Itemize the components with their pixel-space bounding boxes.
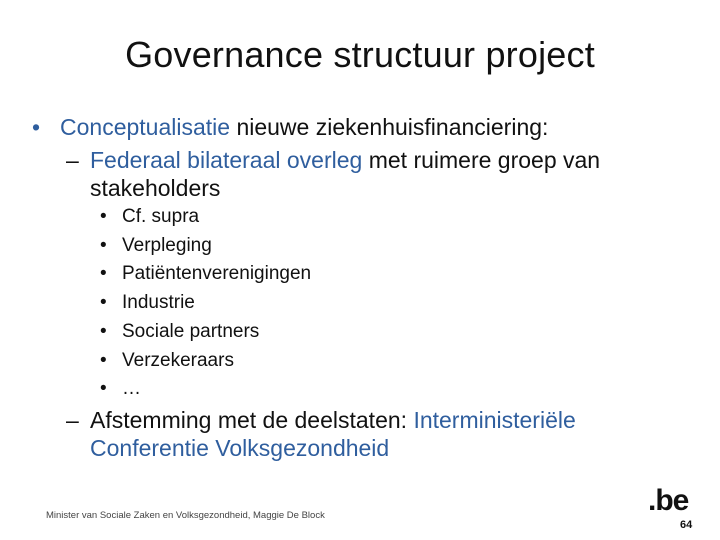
- bullet-conceptualisatie: [32, 114, 548, 141]
- sub-bullet-highlight: Federaal bilateraal overleg: [90, 147, 363, 173]
- list-bullet: •: [100, 234, 107, 256]
- dash-marker: –: [66, 407, 79, 433]
- list-item-text: Patiëntenverenigingen: [122, 263, 312, 285]
- dash-marker: –: [66, 147, 79, 173]
- list-bullet: •: [100, 263, 107, 285]
- bullet-highlight: Conceptualisatie: [60, 114, 231, 140]
- sub-bullet-text: met ruimere groep van: [362, 147, 601, 173]
- bullet-marker: •: [32, 114, 41, 140]
- page-number: 64: [680, 519, 693, 531]
- sub-bullet-text-line2: stakeholders: [90, 175, 221, 201]
- list-item: [100, 347, 311, 376]
- sub-bullet-federaal: [66, 146, 686, 202]
- list-item-text: Sociale partners: [122, 320, 260, 342]
- sub-bullet-text: Afstemming met de deelstaten:: [90, 407, 414, 433]
- list-item: [100, 318, 311, 347]
- sub-bullet-highlight: Interministeriële: [413, 407, 576, 433]
- list-item: [100, 289, 311, 318]
- list-item-text: …: [122, 378, 141, 400]
- list-bullet: •: [100, 292, 107, 314]
- list-bullet: •: [100, 378, 107, 400]
- list-item-text: Verzekeraars: [122, 349, 234, 371]
- list-item-text: Verpleging: [122, 234, 212, 256]
- slide-title: Governance structuur project: [125, 34, 595, 75]
- list-item: [100, 260, 311, 289]
- stakeholder-list: [100, 203, 311, 404]
- footer-text: Minister van Sociale Zaken en Volksgezondheid, Maggie De Block: [46, 510, 325, 521]
- be-logo: .be: [648, 484, 689, 517]
- bullet-text: nieuwe ziekenhuisfinanciering:: [230, 114, 549, 140]
- list-item-text: Cf. supra: [122, 206, 200, 227]
- list-bullet: •: [100, 349, 107, 371]
- list-item-text: Industrie: [122, 292, 195, 314]
- sub-bullet-highlight-line2: Conferentie Volksgezondheid: [90, 435, 390, 461]
- list-item: [100, 203, 311, 232]
- list-bullet: •: [100, 206, 107, 227]
- list-bullet: •: [100, 320, 107, 342]
- list-item: [100, 375, 311, 404]
- sub-bullet-afstemming: [66, 406, 686, 462]
- list-item: [100, 232, 311, 261]
